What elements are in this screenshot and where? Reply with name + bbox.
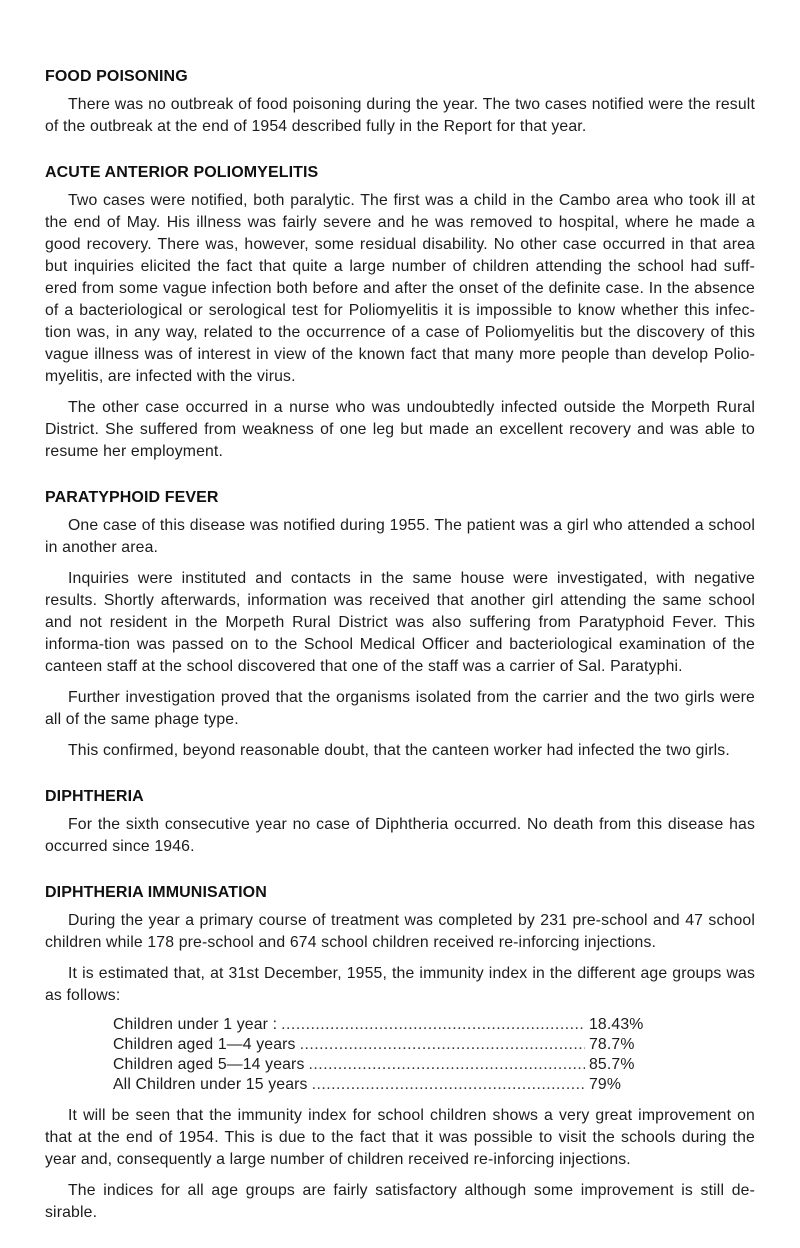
immunity-value: 85.7%: [589, 1056, 635, 1073]
paragraph: There was no outbreak of food poisoning during the year. The two cases notified were the result of the outbreak at the end of 1954 described fully in the Report for that year.: [45, 96, 755, 135]
section-heading: ACUTE ANTERIOR POLIOMYELITIS: [45, 164, 319, 181]
paragraph: Further investigation proved that the organisms isolated from the carrier and the two girls were all of the same phage type.: [45, 689, 755, 728]
paragraph: One case of this disease was notified during 1955. The patient was a girl who attended a school in another area.: [45, 517, 755, 556]
paragraph: Inquiries were instituted and contacts in the same house were investigated, with negative results. Shortly afterwards, information was received that another girl attending the same school and not resident in the Morpeth Rural District was also suffering from Paratyphoid Fever. This informa-tion was passed on to the School Medical Officer and bacteriological examination of the canteen staff at the school discovered that one of the staff was a carrier of Sal. Paratyphi.: [45, 570, 755, 675]
immunity-value: 18.43%: [589, 1016, 644, 1033]
table-row: [113, 1035, 653, 1055]
immunity-value: 79%: [589, 1076, 622, 1093]
paragraph: The other case occurred in a nurse who was undoubtedly infected outside the Morpeth Rural District. She suffered from weakness of one leg but made an excellent recovery and was able to resume her employment.: [45, 399, 755, 460]
age-group-label: All Children under 15 years: [113, 1076, 308, 1093]
table-row: [113, 1015, 653, 1035]
section-diphtheria-immunisation: [45, 882, 755, 1224]
paragraph: During the year a primary course of treatment was completed by 231 pre-school and 47 school children while 178 pre-school and 674 school children received re-inforcing injections.: [45, 912, 755, 951]
leader-dots: [300, 1035, 585, 1055]
section-paratyphoid: [45, 487, 755, 762]
paragraph: For the sixth consecutive year no case of Diphtheria occurred. No death from this disease has occurred since 1946.: [45, 816, 755, 855]
age-group-label: Children under 1 year :: [113, 1016, 278, 1033]
paragraph: This confirmed, beyond reasonable doubt, that the canteen worker had infected the two girls.: [68, 742, 730, 759]
section-diphtheria: [45, 786, 755, 858]
leader-dots: [309, 1055, 585, 1075]
immunity-value: 78.7%: [589, 1036, 635, 1053]
section-poliomyelitis: [45, 162, 755, 463]
section-heading: PARATYPHOID FEVER: [45, 489, 219, 506]
leader-dots: [312, 1075, 585, 1095]
section-heading: DIPHTHERIA: [45, 788, 144, 805]
leader-dots: [281, 1015, 585, 1035]
section-heading: DIPHTHERIA IMMUNISATION: [45, 884, 267, 901]
paragraph: The indices for all age groups are fairly satisfactory although some improvement is still de-sirable.: [45, 1182, 755, 1221]
table-row: [113, 1055, 653, 1075]
table-row: [113, 1075, 653, 1095]
paragraph: Two cases were notified, both paralytic. The first was a child in the Cambo area who took ill at the end of May. His illness was fairly severe and he was removed to hospital, where he made a good recovery. There was, however, some residual disability. No other case occurred in that area but inquiries elicited the fact that quite a large number of children attending the school had suff-ered from some vague infection both before and after the onset of the definite case. In the absence of a bacteriological or serological test for Poliomyelitis it is impossible to know whether this infec-tion was, in any way, related to the occurrence of a case of Poliomyelitis but the discovery of this vague illness was of interest in view of the known fact that many more people than develop Polio-myelitis, are infected with the virus.: [45, 192, 755, 385]
paragraph: It is estimated that, at 31st December, 1955, the immunity index in the different age groups was as follows:: [45, 965, 755, 1004]
paragraph: It will be seen that the immunity index for school children shows a very great improvement on that at the end of 1954. This is due to the fact that it was possible to visit the schools during the year and, consequently a large number of children received re-inforcing injections.: [45, 1107, 755, 1168]
report-page: [45, 66, 755, 1248]
age-group-label: Children aged 1—4 years: [113, 1036, 296, 1053]
section-heading: FOOD POISONING: [45, 68, 188, 85]
section-food-poisoning: [45, 66, 755, 138]
immunity-index-table: [113, 1015, 653, 1095]
age-group-label: Children aged 5—14 years: [113, 1056, 305, 1073]
